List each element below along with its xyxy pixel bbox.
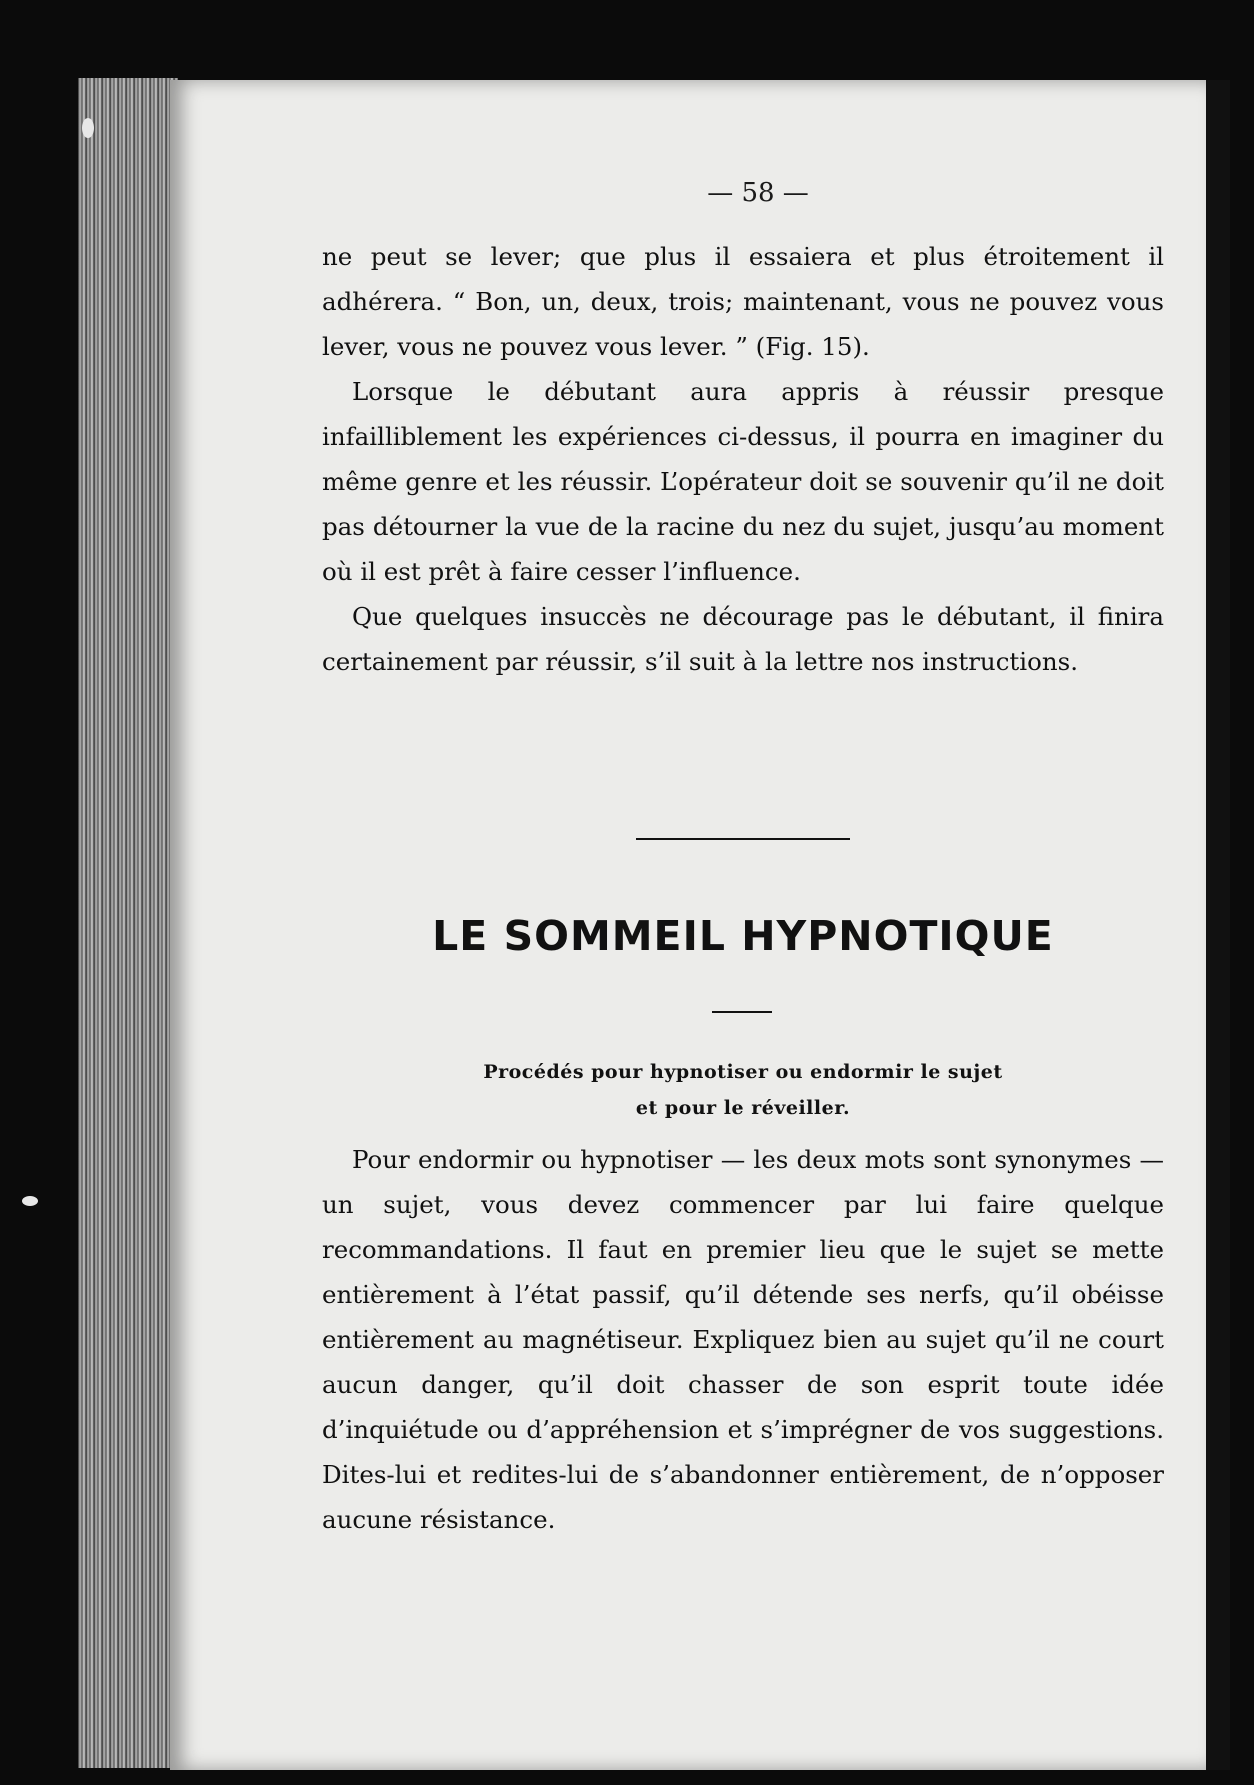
book-page-edges xyxy=(78,78,178,1768)
page-number: — 58 — xyxy=(707,178,809,208)
paragraph: ne peut se lever; que plus il essaiera et plus étroitement il adhérera. “ Bon, un, deux, trois; maintenant, vous ne pouvez vous lever, vous ne pouvez vous lever. ” (Fig. 15). xyxy=(322,242,1164,361)
text-block-top xyxy=(322,234,1164,684)
text-block-bottom xyxy=(322,1137,1164,1542)
paragraph: Que quelques insuccès ne décourage pas le débutant, il finira certainement par réussir, s’il suit à la lettre nos instructions. xyxy=(322,602,1164,676)
subheading-line-1: Procédés pour hypnotiser ou endormir le sujet xyxy=(483,1061,1003,1083)
subheading-line-2: et pour le réveiller. xyxy=(635,1097,851,1119)
subheading xyxy=(322,1054,1164,1126)
section-divider xyxy=(636,838,850,840)
right-gutter xyxy=(1206,80,1230,1770)
ink-speck xyxy=(22,1196,38,1206)
title-underline xyxy=(712,1011,772,1013)
ink-speck xyxy=(82,118,94,138)
paragraph: Pour endormir ou hypnotiser — les deux mots sont synonymes — un sujet, vous devez commencer par lui faire quelque recommandations. Il faut en premier lieu que le sujet se mette entièrement à l’état passif, qu’il détende ses nerfs, qu’il obéisse entièrement au magnétiseur. Expliquez bien au sujet qu’il ne court aucun danger, qu’il doit chasser de son esprit toute idée d’inquiétude ou d’appréhension et s’imprégner de vos suggestions. Dites-lui et redites-lui de s’abandonner entièrement, de n’opposer aucune résistance. xyxy=(322,1145,1164,1534)
chapter-title: LE SOMMEIL HYPNOTIQUE xyxy=(432,912,1054,960)
paragraph: Lorsque le débutant aura appris à réussir presque infailliblement les expériences ci-dessus, il pourra en imaginer du même genre et les réussir. L’opérateur doit se souvenir qu’il ne doit pas détourner la vue de la racine du nez du sujet, jusqu’au moment où il est prêt à faire cesser l’influence. xyxy=(322,377,1164,586)
